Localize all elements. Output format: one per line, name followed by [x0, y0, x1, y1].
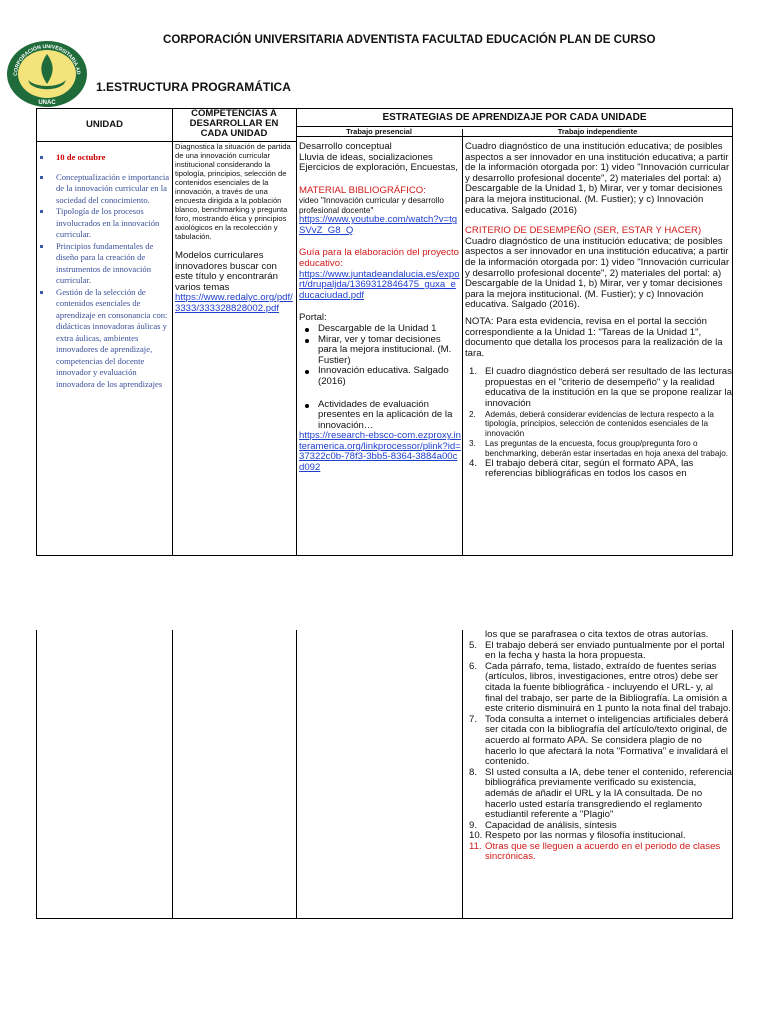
independiente-p1: Cuadro diagnóstico de una institución educativa; de posibles aspectos a ser innovador en una institución educativa; a partir de la información otorgada por: 1) video "Innovación curricular y desarrollo profesional docente", 2) materiales del portal: a) Descargable de la Unidad 1, b) Mirar, ver y tomar decisiones para la mejora institucional. (M. Fustier); y c) Innovación educativa. Salgado (2016): [465, 142, 730, 216]
list-item: 8. SI usted consulta a IA, debe tener el contenido, referencia bibliográfica previamente verificado su existencia, además de añadir el URL y la IA consultada. De no hacerlo usted estaría transgrediendo el reglamento estudiantil referente a "Plagio": [469, 766, 732, 821]
presencial-line: Desarrollo conceptual: [299, 142, 392, 152]
presencial-line: Lluvia de ideas, socializaciones: [299, 151, 433, 163]
independiente-continuation: [465, 630, 732, 918]
table-page-2: [36, 630, 733, 919]
table-page-1: [36, 108, 733, 556]
guia-title: Guía para la elaboración del proyecto educativo:: [299, 247, 459, 269]
list-item: Tipología de los procesos involucrados en la innovación curricular.: [38, 206, 170, 241]
header-competencias: COMPETENCIAS A DESARROLLAR EN CADA UNIDAD: [189, 108, 279, 139]
unidad-date: 10 de octubre: [38, 152, 170, 164]
material-title: MATERIAL BIBLIOGRÁFICO:: [299, 184, 426, 196]
header-estrategias: ESTRATEGIAS DE APRENDIZAJE POR CADA UNIDADE: [382, 112, 647, 123]
section-title: 1.ESTRUCTURA PROGRAMÁTICA: [96, 80, 291, 94]
redalyc-link[interactable]: https://www.redalyc.org/pdf/3333/333328828002.pdf: [175, 292, 293, 314]
list-item: 7. Toda consulta a internet o inteligencias artificiales deberá ser citada con la bibliografía del artículo/texto original, de acuerdo al formato APA. Se considera plagio de no hacerlo lo que afectará la nota "Formativa" e invalidará el contenido.: [469, 713, 729, 768]
list-item: Principios fundamentales de diseño para la creación de instrumentos de innovación curricular.: [38, 241, 170, 287]
portal-label: Portal:: [299, 312, 327, 324]
list-item: Innovación educativa. Salgado (2016): [299, 366, 461, 387]
list-item: 5. El trabajo deberá ser enviado puntualmente por el portal en la fecha y hasta la hora propuesta.: [469, 639, 725, 662]
list-item: 2. Además, deberá considerar evidencias de lectura respecto a la tipología, principios, selección de contenidos esenciales de la innovación: [469, 409, 714, 439]
youtube-link[interactable]: https://www.youtube.com/watch?v=tgSVvZ_G8_Q: [299, 214, 458, 236]
unac-logo: [6, 36, 88, 108]
unidad-cell: [38, 152, 170, 552]
list-item: 3. Las preguntas de la encuesta, focus group/pregunta foro o benchmarking, deberán estar insertadas en hoja anexa del trabajo.: [469, 439, 729, 458]
list-item: 11. Otras que se lleguen a acuerdo en el periodo de clases sincrónicas.: [469, 840, 721, 863]
guia-link[interactable]: https://www.juntadeandalucia.es/export/drupaljda/1369312846475_guxa_educaciudad.pdf: [299, 268, 460, 301]
document-title: CORPORACIÓN UNIVERSITARIA ADVENTISTA FACULTAD EDUCACIÓN PLAN DE CURSO: [163, 33, 656, 46]
independiente-cell: [465, 142, 732, 556]
list-item: 10. Respeto por las normas y filosofía institucional.: [469, 830, 686, 842]
list-item: Conceptualización e importancia de la innovación curricular en la sociedad del conocimiento.: [38, 172, 170, 207]
presencial-cell: [299, 142, 461, 554]
svg-text:CORPORACIÓN UNIVERSITARIA ADVE: CORPORACIÓN UNIVERSITARIA AD: [12, 43, 82, 77]
continuation-text: los que se parafrasea o cita textos de otras autorías.: [485, 630, 709, 640]
independiente-p2: Cuadro diagnóstico de una institución educativa; de posibles aspectos a ser innovador en una institución educativa; a partir de la información otorgada por: 1) video "Innovación curricular y desarrollo profesional docente", 2) materiales del portal: a) Descargable de la Unidad 1, b) Mirar, ver y tomar decisiones para la mejora institucional. (M. Fustier); y c) Innovación educativa. Salgado (2016).: [465, 235, 730, 311]
header-unidad: UNIDAD: [86, 119, 123, 130]
criterio-title: CRITERIO DE DESEMPEÑO (SER, ESTAR Y HACER): [465, 225, 702, 237]
header-independiente: Trabajo independiente: [557, 127, 638, 136]
competencias-text: Diagnostica la situación de partida de una innovación curricular institucional considerando la tipología, principios, selección de contenidos esenciales de la innovación, a través de una encuesta dirigida a la población blanco, benchmarking y pregunta foro, mostrando ética y principios axiológicos en la recolección y tabulación.: [175, 142, 291, 241]
modelos-text: Modelos curriculares innovadores buscar con este título y encontrarán varios temas: [175, 250, 278, 293]
presencial-line: Ejercicios de exploración, Encuestas,: [299, 162, 458, 174]
nota-text: NOTA: Para esta evidencia, revisa en el portal la sección correspondiente a la Unidad 1: "Tareas de la Unidad 1", documento que detalla los procesos para la realización de la tara.: [465, 315, 723, 359]
header-presencial: Trabajo presencial: [346, 127, 412, 136]
competencias-cell: [175, 142, 295, 552]
list-item: 6. Cada párrafo, tema, listado, extraído de fuentes serias (artículos, libros, investigaciones, entre otros) debe ser citada la fuente bibliográfica - incluyendo el URL- y, al final del trabajo, ser parte de la Bibliografía. La omisión a este criterio disminuirá en 1 punto la nota final del trabajo.: [469, 660, 731, 715]
list-item: Descargable de la Unidad 1: [299, 324, 461, 335]
list-item: Actividades de evaluación presentes en la aplicación de la innovación…: [299, 400, 461, 432]
logo-acronym: UNAC: [38, 100, 56, 106]
video-label: video "Innovación curricular y desarrollo profesional docente": [299, 196, 444, 215]
list-item: Gestión de la selección de contenidos esenciales de aprendizaje en consonancia con: didácticas innovadoras áulicas y extra áulicas, ambientes innovadores de aprendizaje, competencias del docente innovador y evaluación innovadora de los aprendizajes: [38, 287, 170, 391]
list-item: 4. El trabajo deberá citar, según el formato APA, las referencias bibliográficas en todos los casos en: [469, 457, 694, 480]
list-item: 9. Capacidad de análisis, síntesis: [469, 819, 617, 831]
list-item: 1. El cuadro diagnóstico deberá ser resultado de las lecturas propuestas en el "criterio de desempeño" y la realidad educativa de la institución en la que se propone realizar la innovación: [469, 366, 732, 410]
ebsco-link[interactable]: https://research-ebsco-com.ezproxy.interamerica.org/linkprocessor/plink?id=37322c0b-78f3-3bb5-8364-3884a00cd092: [299, 430, 461, 474]
list-item: Mirar, ver y tomar decisiones para la mejora institucional. (M. Fustier): [299, 335, 461, 367]
logo-emblem: [6, 36, 88, 108]
